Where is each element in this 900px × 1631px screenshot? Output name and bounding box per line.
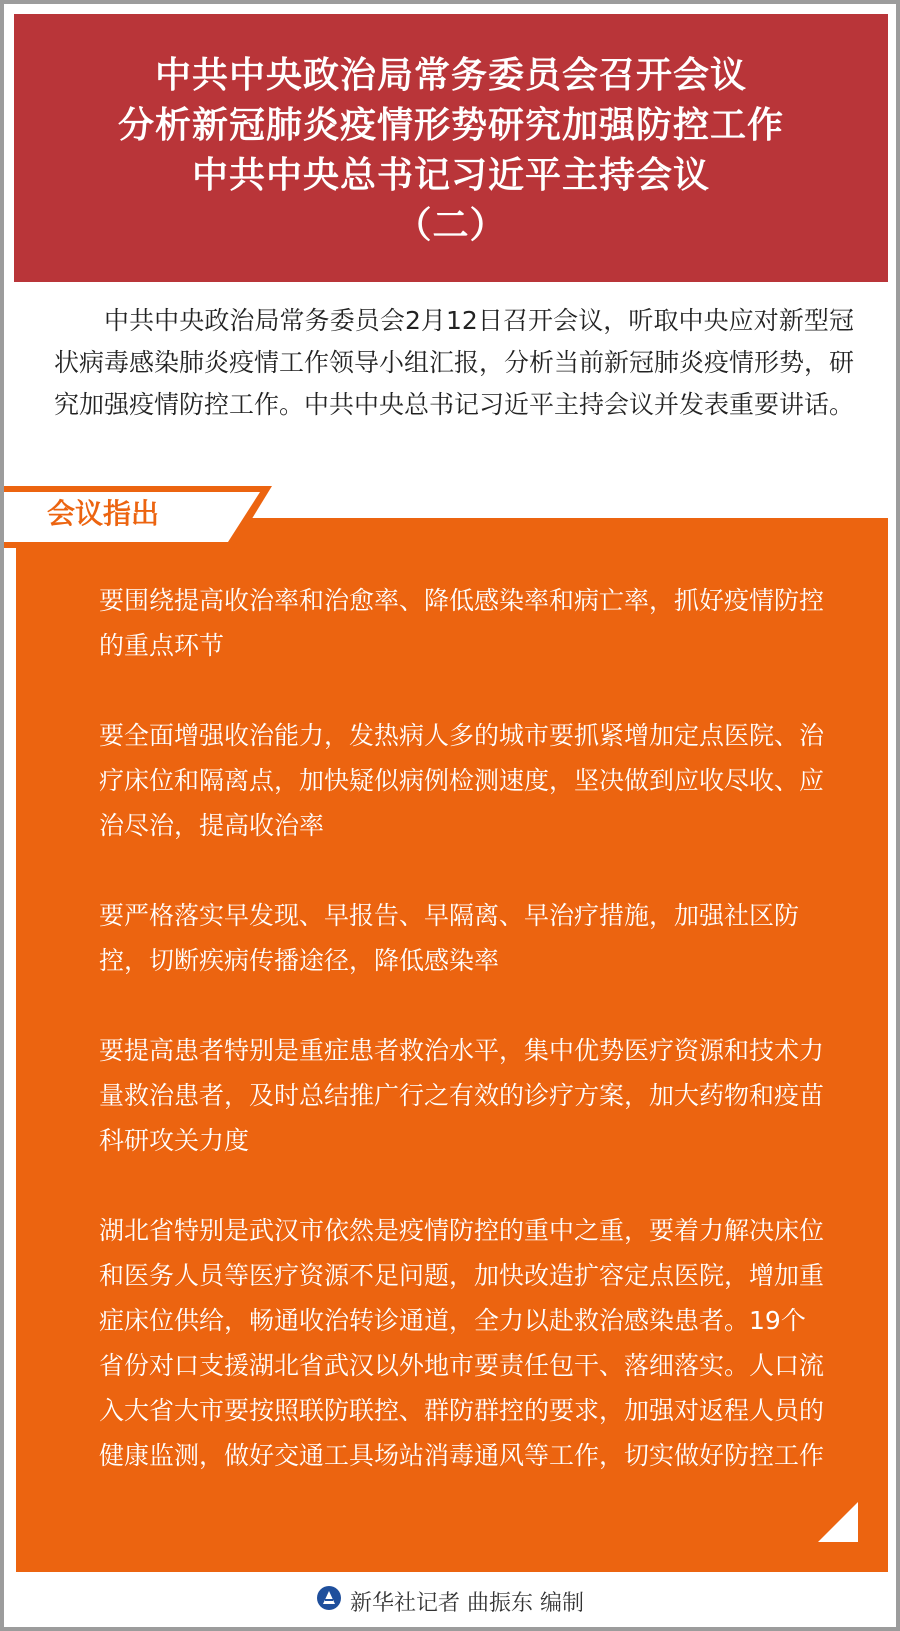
section-tab	[4, 486, 284, 548]
title-line-1: 中共中央政治局常务委员会召开会议	[154, 55, 747, 96]
points-list	[99, 578, 829, 1523]
title-banner	[14, 14, 888, 282]
credit-text: 新华社记者 曲振东 编制	[350, 1590, 584, 1616]
intro-paragraph: 中共中央政治局常务委员会2月12日召开会议，听取中央应对新型冠状病毒感染肺炎疫情工作领导小组汇报，分析当前新冠肺炎疫情形势，研究加强疫情防控工作。中共中央总书记习近平主持会议并发表重要讲话。	[54, 306, 855, 419]
list-item: 湖北省特别是武汉市依然是疫情防控的重中之重，要着力解决床位和医务人员等医疗资源不足问题，加快改造扩容定点医院，增加重症床位供给，畅通收治转诊通道，全力以赴救治感染患者。19个省份对口支援湖北省武汉以外地市要责任包干、落细落实。人口流入大省大市要按照联防联控、群防群控的要求，加强对返程人员的健康监测，做好交通工具场站消毒通风等工作，切实做好防控工作	[99, 1216, 825, 1470]
section-tab-label: 会议指出	[47, 497, 160, 530]
xinhua-logo-icon	[316, 1585, 342, 1617]
list-item: 要全面增强收治能力，发热病人多的城市要抓紧增加定点医院、治疗床位和隔离点，加快疑似病例检测速度，坚决做到应收尽收、应治尽治，提高收治率	[99, 721, 825, 840]
title-line-4: （二）	[395, 205, 507, 246]
title-line-3: 中共中央总书记习近平主持会议	[191, 155, 710, 196]
list-item: 要提高患者特别是重症患者救治水平，集中优势医疗资源和技术力量救治患者，及时总结推广行之有效的诊疗方案，加大药物和疫苗科研攻关力度	[99, 1036, 825, 1155]
title-line-2: 分析新冠肺炎疫情形势研究加强防控工作	[117, 105, 784, 146]
footer-credit	[4, 1578, 896, 1624]
title-lines	[14, 14, 888, 251]
list-item: 要严格落实早发现、早报告、早隔离、早治疗措施，加强社区防控，切断疾病传播途径，降低感染率	[99, 901, 800, 975]
list-item: 要围绕提高收治率和治愈率、降低感染率和病亡率，抓好疫情防控的重点环节	[99, 586, 825, 660]
